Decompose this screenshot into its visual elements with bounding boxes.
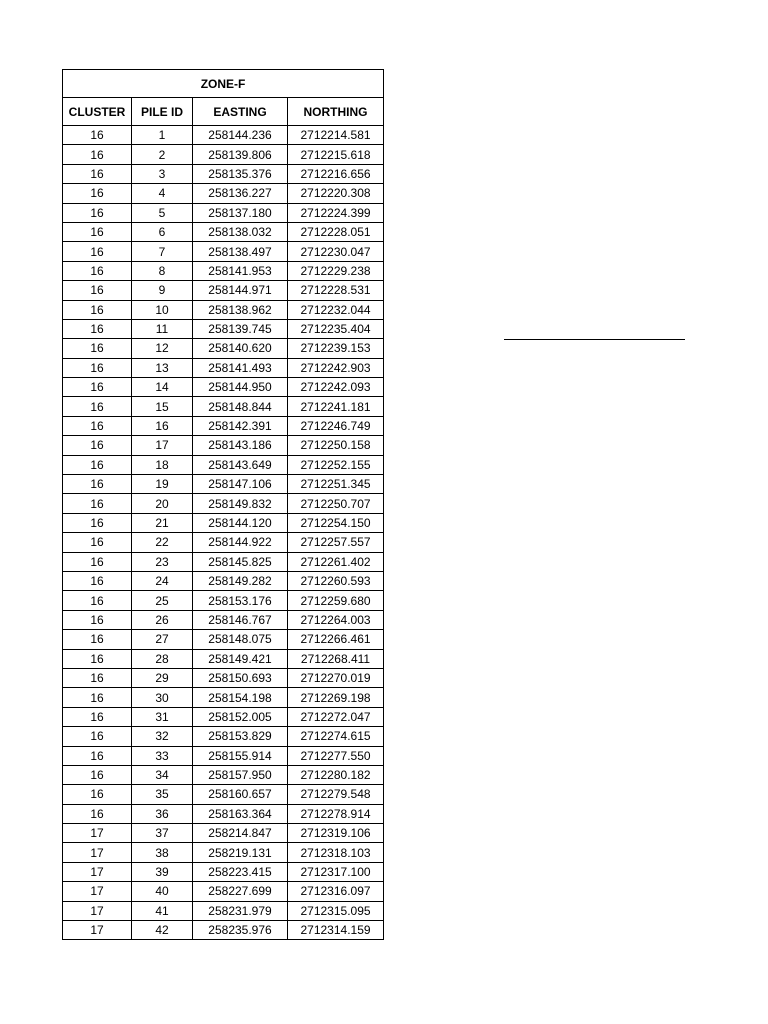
table-row [63,378,384,397]
zone-title-row [63,70,384,98]
cell-pile-id: 19 [132,475,193,494]
cell-cluster: 16 [63,533,132,552]
cell-cluster: 16 [63,513,132,532]
cell-easting: 258148.075 [193,630,288,649]
cell-northing: 2712214.581 [288,126,384,145]
cell-pile-id: 20 [132,494,193,513]
cell-northing: 2712280.182 [288,765,384,784]
cell-easting: 258140.620 [193,339,288,358]
cell-pile-id: 38 [132,843,193,862]
cell-cluster: 16 [63,184,132,203]
cell-easting: 258137.180 [193,203,288,222]
cell-pile-id: 5 [132,203,193,222]
cell-cluster: 16 [63,300,132,319]
cell-northing: 2712228.051 [288,222,384,241]
cell-pile-id: 21 [132,513,193,532]
cell-easting: 258152.005 [193,707,288,726]
cell-northing: 2712241.181 [288,397,384,416]
cell-pile-id: 33 [132,746,193,765]
header-pile-id: PILE ID [132,98,193,126]
cell-northing: 2712252.155 [288,455,384,474]
cell-northing: 2712250.707 [288,494,384,513]
cell-northing: 2712268.411 [288,649,384,668]
cell-northing: 2712250.158 [288,436,384,455]
cell-pile-id: 6 [132,222,193,241]
cell-pile-id: 14 [132,378,193,397]
cell-pile-id: 13 [132,358,193,377]
table-row [63,552,384,571]
cell-northing: 2712317.100 [288,862,384,881]
table-row [63,222,384,241]
cell-cluster: 16 [63,630,132,649]
cell-pile-id: 12 [132,339,193,358]
cell-pile-id: 3 [132,164,193,183]
cell-northing: 2712230.047 [288,242,384,261]
cell-cluster: 16 [63,126,132,145]
table-row [63,455,384,474]
cell-easting: 258153.829 [193,727,288,746]
cell-pile-id: 2 [132,145,193,164]
cell-cluster: 16 [63,688,132,707]
cell-pile-id: 27 [132,630,193,649]
cell-northing: 2712224.399 [288,203,384,222]
cell-cluster: 16 [63,727,132,746]
cell-pile-id: 26 [132,610,193,629]
table-row [63,901,384,920]
cell-easting: 258144.922 [193,533,288,552]
table-row [63,824,384,843]
cell-pile-id: 4 [132,184,193,203]
signature-line [504,339,685,340]
header-northing: NORTHING [288,98,384,126]
table-row [63,882,384,901]
cell-cluster: 16 [63,358,132,377]
cell-cluster: 16 [63,222,132,241]
cell-northing: 2712269.198 [288,688,384,707]
table-row [63,727,384,746]
cell-northing: 2712229.238 [288,261,384,280]
cell-pile-id: 35 [132,785,193,804]
cell-cluster: 16 [63,668,132,687]
cell-pile-id: 1 [132,126,193,145]
cell-cluster: 16 [63,242,132,261]
cell-northing: 2712279.548 [288,785,384,804]
cell-cluster: 16 [63,610,132,629]
cell-cluster: 16 [63,455,132,474]
cell-cluster: 16 [63,319,132,338]
cell-pile-id: 30 [132,688,193,707]
cell-easting: 258143.649 [193,455,288,474]
cell-northing: 2712277.550 [288,746,384,765]
cell-northing: 2712319.106 [288,824,384,843]
table-row [63,571,384,590]
cell-easting: 258135.376 [193,164,288,183]
cell-easting: 258141.493 [193,358,288,377]
cell-cluster: 17 [63,843,132,862]
cell-northing: 2712259.680 [288,591,384,610]
cell-northing: 2712220.308 [288,184,384,203]
table-row [63,126,384,145]
cell-northing: 2712270.019 [288,668,384,687]
table-row [63,397,384,416]
table-row [63,630,384,649]
cell-northing: 2712254.150 [288,513,384,532]
cell-northing: 2712260.593 [288,571,384,590]
cell-easting: 258150.693 [193,668,288,687]
table-row [63,494,384,513]
cell-easting: 258219.131 [193,843,288,862]
cell-cluster: 16 [63,765,132,784]
table-row [63,300,384,319]
cell-northing: 2712266.461 [288,630,384,649]
cell-cluster: 16 [63,494,132,513]
table-row [63,591,384,610]
cell-cluster: 17 [63,862,132,881]
cell-cluster: 16 [63,339,132,358]
zone-title: ZONE-F [63,70,384,98]
cell-cluster: 16 [63,378,132,397]
cell-pile-id: 10 [132,300,193,319]
cell-cluster: 16 [63,649,132,668]
cell-easting: 258141.953 [193,261,288,280]
cell-northing: 2712232.044 [288,300,384,319]
cell-easting: 258138.962 [193,300,288,319]
cell-easting: 258138.497 [193,242,288,261]
cell-cluster: 17 [63,901,132,920]
cell-pile-id: 22 [132,533,193,552]
cell-easting: 258146.767 [193,610,288,629]
table-row [63,765,384,784]
cell-easting: 258145.825 [193,552,288,571]
cell-easting: 258144.236 [193,126,288,145]
cell-easting: 258154.198 [193,688,288,707]
table-row [63,668,384,687]
table-row [63,358,384,377]
cell-pile-id: 40 [132,882,193,901]
table-body [63,126,384,940]
cell-cluster: 16 [63,145,132,164]
cell-cluster: 17 [63,882,132,901]
cell-easting: 258139.745 [193,319,288,338]
column-header-row [63,98,384,126]
cell-easting: 258144.120 [193,513,288,532]
cell-northing: 2712242.093 [288,378,384,397]
cell-easting: 258227.699 [193,882,288,901]
cell-pile-id: 41 [132,901,193,920]
cell-northing: 2712228.531 [288,281,384,300]
cell-cluster: 16 [63,281,132,300]
cell-northing: 2712239.153 [288,339,384,358]
cell-northing: 2712246.749 [288,416,384,435]
cell-cluster: 17 [63,824,132,843]
cell-northing: 2712278.914 [288,804,384,823]
header-easting: EASTING [193,98,288,126]
cell-easting: 258144.971 [193,281,288,300]
table-row [63,261,384,280]
table-row [63,281,384,300]
cell-easting: 258155.914 [193,746,288,765]
table-row [63,746,384,765]
cell-northing: 2712315.095 [288,901,384,920]
cell-cluster: 16 [63,475,132,494]
cell-pile-id: 34 [132,765,193,784]
cell-pile-id: 28 [132,649,193,668]
cell-pile-id: 39 [132,862,193,881]
cell-pile-id: 32 [132,727,193,746]
cell-pile-id: 25 [132,591,193,610]
cell-pile-id: 31 [132,707,193,726]
cell-cluster: 16 [63,571,132,590]
cell-cluster: 16 [63,203,132,222]
cell-northing: 2712242.903 [288,358,384,377]
cell-cluster: 16 [63,416,132,435]
cell-northing: 2712251.345 [288,475,384,494]
cell-easting: 258139.806 [193,145,288,164]
cell-northing: 2712316.097 [288,882,384,901]
table-row [63,416,384,435]
table-row [63,921,384,940]
cell-pile-id: 18 [132,455,193,474]
cell-easting: 258149.832 [193,494,288,513]
cell-pile-id: 9 [132,281,193,300]
cell-cluster: 16 [63,436,132,455]
cell-pile-id: 16 [132,416,193,435]
cell-easting: 258142.391 [193,416,288,435]
table-row [63,164,384,183]
cell-pile-id: 29 [132,668,193,687]
cell-easting: 258138.032 [193,222,288,241]
cell-cluster: 16 [63,746,132,765]
cell-cluster: 16 [63,591,132,610]
cell-pile-id: 17 [132,436,193,455]
table-row [63,707,384,726]
cell-cluster: 16 [63,552,132,571]
cell-easting: 258149.282 [193,571,288,590]
cell-pile-id: 37 [132,824,193,843]
cell-cluster: 16 [63,164,132,183]
cell-cluster: 16 [63,804,132,823]
cell-northing: 2712215.618 [288,145,384,164]
table-row [63,610,384,629]
cell-easting: 258153.176 [193,591,288,610]
cell-easting: 258214.847 [193,824,288,843]
cell-easting: 258144.950 [193,378,288,397]
table-row [63,804,384,823]
table-row [63,862,384,881]
pile-coordinates-table [62,69,384,940]
cell-easting: 258136.227 [193,184,288,203]
cell-northing: 2712274.615 [288,727,384,746]
table-row [63,436,384,455]
cell-easting: 258160.657 [193,785,288,804]
cell-pile-id: 24 [132,571,193,590]
cell-pile-id: 15 [132,397,193,416]
table-row [63,319,384,338]
cell-easting: 258157.950 [193,765,288,784]
cell-cluster: 16 [63,261,132,280]
table-row [63,339,384,358]
cell-northing: 2712261.402 [288,552,384,571]
table-row [63,688,384,707]
cell-northing: 2712216.656 [288,164,384,183]
table-row [63,513,384,532]
cell-northing: 2712272.047 [288,707,384,726]
cell-cluster: 17 [63,921,132,940]
cell-cluster: 16 [63,397,132,416]
cell-easting: 258231.979 [193,901,288,920]
table-row [63,145,384,164]
cell-easting: 258163.364 [193,804,288,823]
header-cluster: CLUSTER [63,98,132,126]
cell-easting: 258148.844 [193,397,288,416]
cell-northing: 2712235.404 [288,319,384,338]
cell-pile-id: 23 [132,552,193,571]
table-row [63,184,384,203]
cell-pile-id: 11 [132,319,193,338]
cell-northing: 2712257.557 [288,533,384,552]
table-row [63,533,384,552]
cell-cluster: 16 [63,785,132,804]
cell-northing: 2712318.103 [288,843,384,862]
cell-easting: 258235.976 [193,921,288,940]
cell-cluster: 16 [63,707,132,726]
cell-pile-id: 8 [132,261,193,280]
table-row [63,475,384,494]
cell-easting: 258223.415 [193,862,288,881]
table-row [63,203,384,222]
cell-easting: 258149.421 [193,649,288,668]
table-row [63,843,384,862]
cell-easting: 258147.106 [193,475,288,494]
cell-pile-id: 36 [132,804,193,823]
cell-pile-id: 7 [132,242,193,261]
cell-northing: 2712314.159 [288,921,384,940]
table-row [63,785,384,804]
table-row [63,242,384,261]
cell-pile-id: 42 [132,921,193,940]
cell-easting: 258143.186 [193,436,288,455]
table-row [63,649,384,668]
cell-northing: 2712264.003 [288,610,384,629]
